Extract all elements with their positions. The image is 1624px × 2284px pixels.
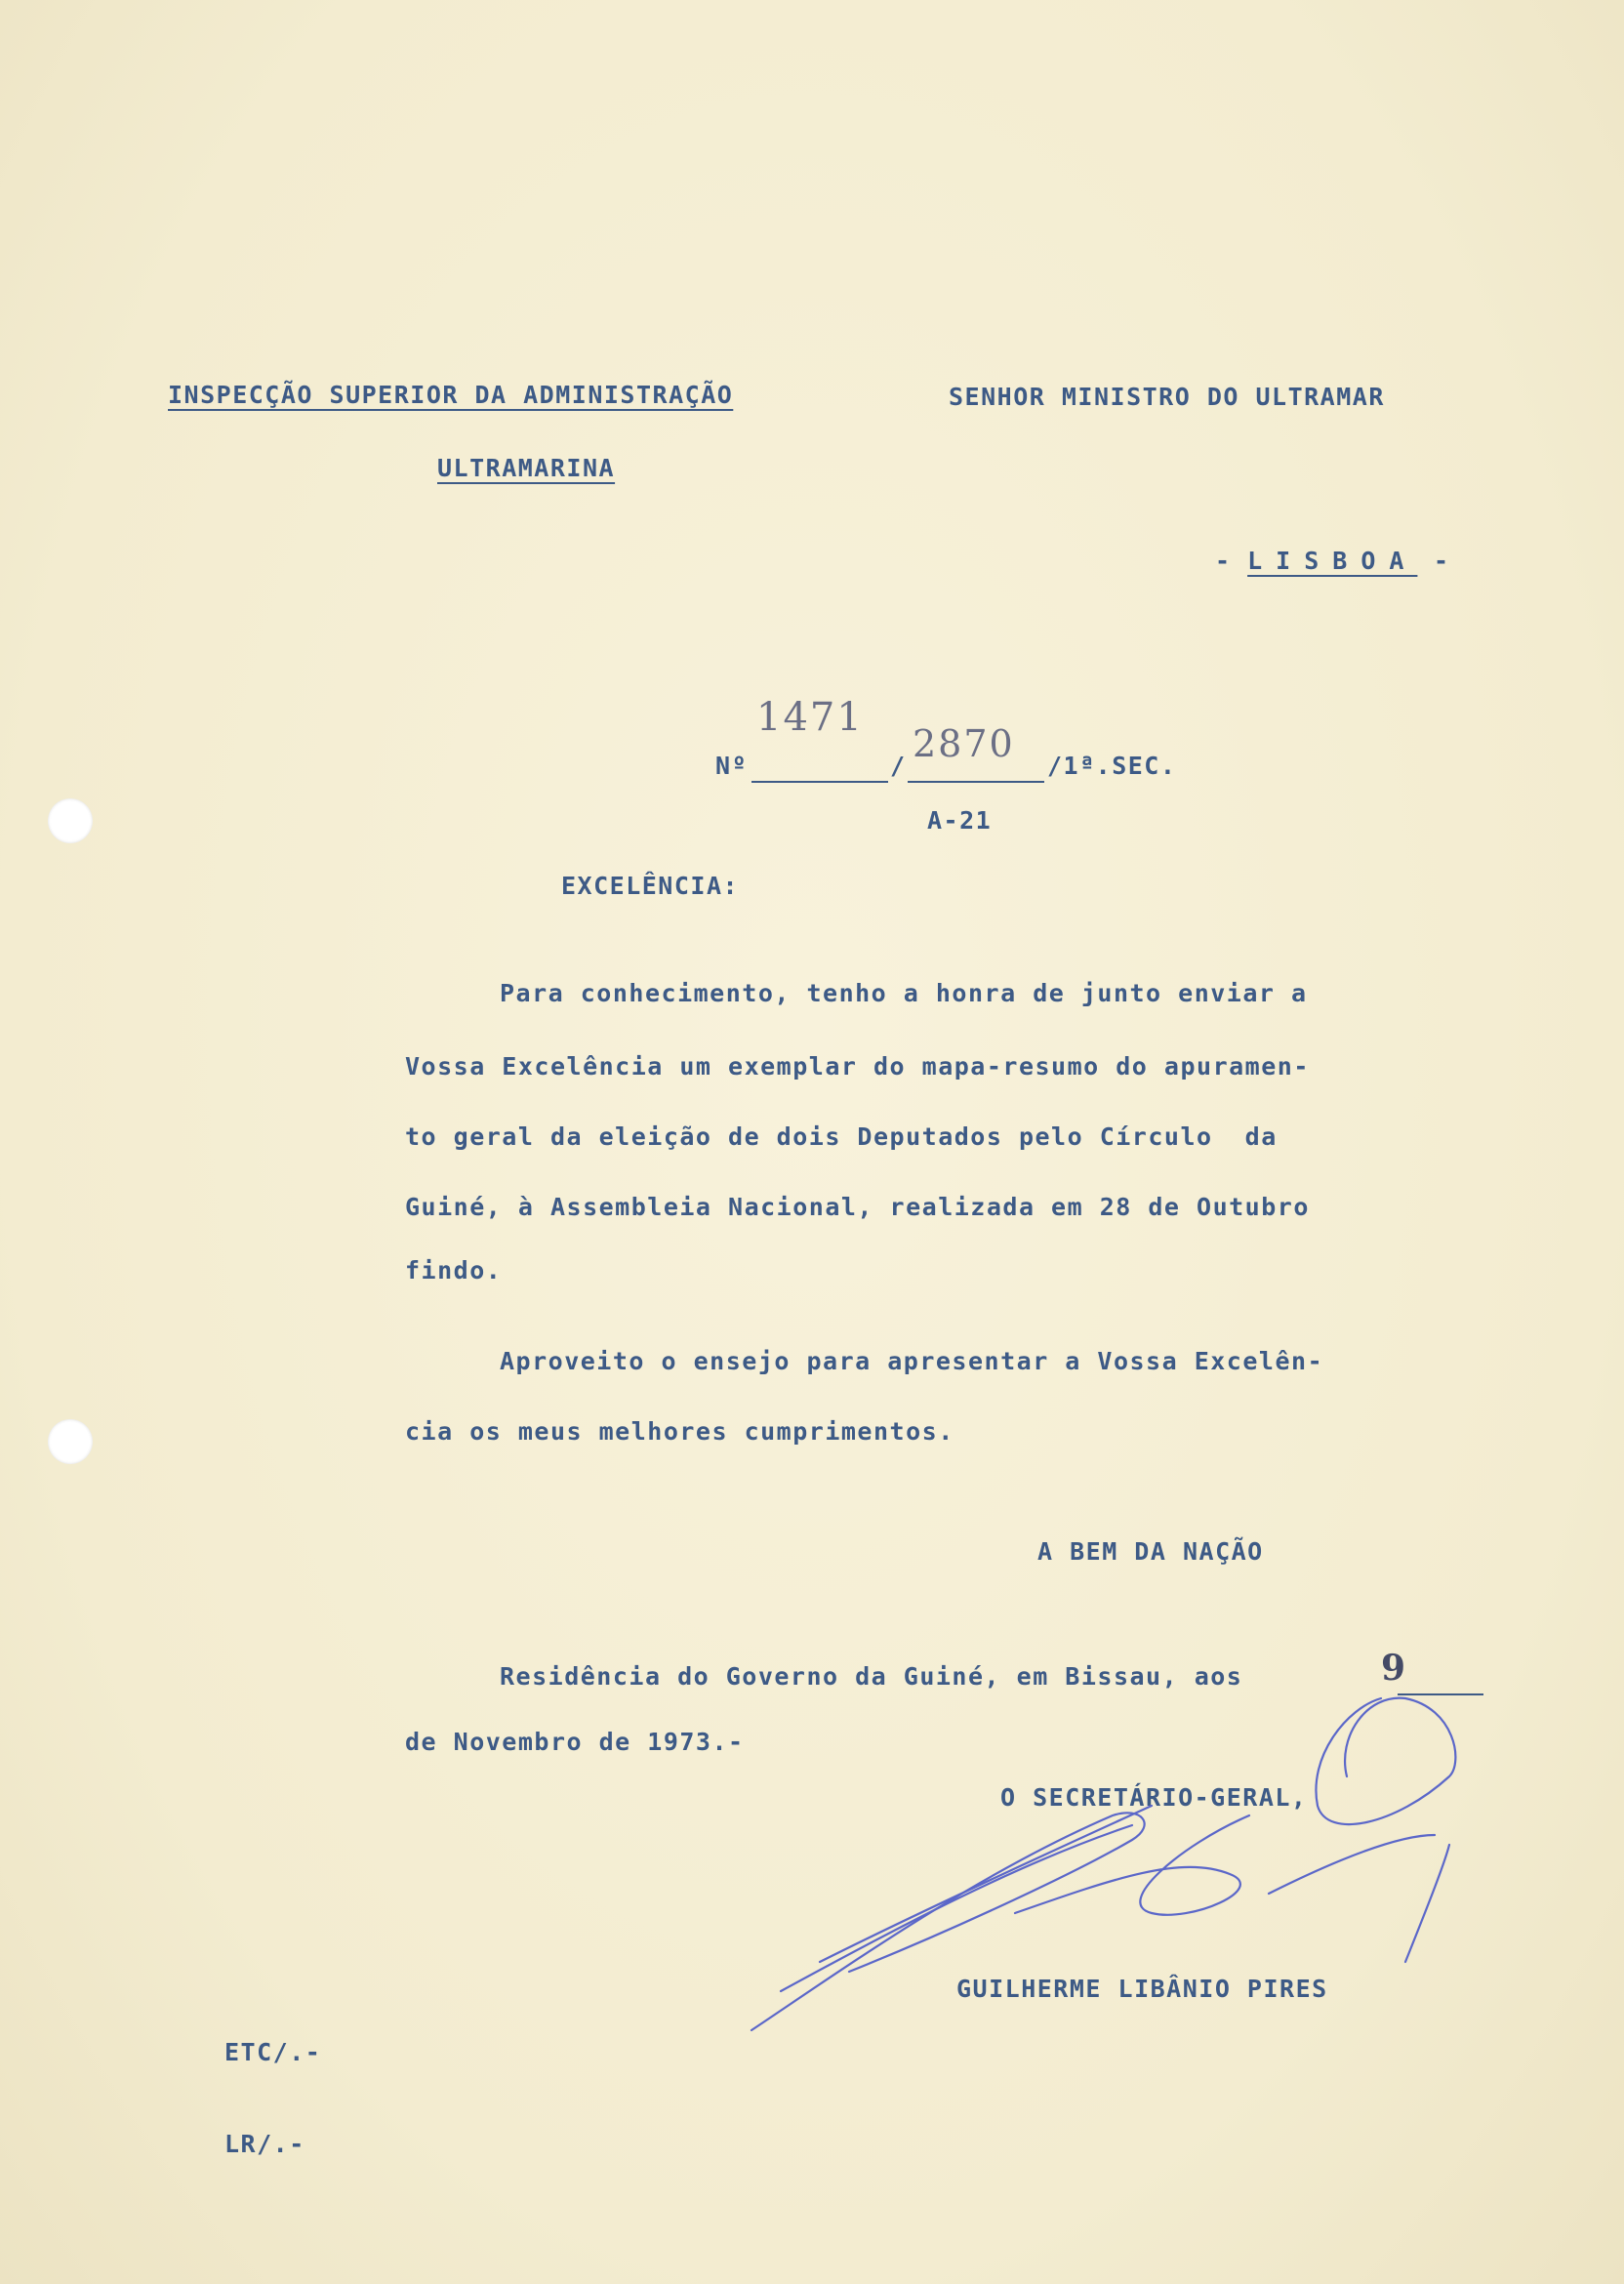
footer-reference-2: LR/.- xyxy=(224,2130,305,2158)
body-line: Guiné, à Assembleia Nacional, realizada em 28 de Outubro xyxy=(405,1193,1310,1221)
reference-slash: / xyxy=(890,752,907,780)
reference-blank-2 xyxy=(908,781,1044,783)
body-line: findo. xyxy=(405,1256,503,1285)
place-date-line-1: Residência do Governo da Guiné, em Bissau, aos xyxy=(500,1662,1243,1691)
reference-code: A-21 xyxy=(927,806,993,835)
closing-formula: A BEM DA NAÇÃO xyxy=(1037,1537,1264,1566)
footer-reference-1: ETC/.- xyxy=(224,2038,322,2066)
punch-hole-bottom xyxy=(48,1419,93,1464)
sender-line-2: ULTRAMARINA xyxy=(437,454,616,482)
punch-hole-top xyxy=(48,798,93,843)
body-line: Aproveito o ensejo para apresentar a Vossa Excelên- xyxy=(500,1347,1324,1375)
handwritten-day: 9 xyxy=(1381,1648,1408,1689)
signatory-name: GUILHERME LIBÂNIO PIRES xyxy=(956,1975,1328,2003)
reference-section: /1ª.SEC. xyxy=(1047,752,1177,780)
body-line: Para conhecimento, tenho a honra de junto enviar a xyxy=(500,979,1308,1007)
recipient-city: - LISBOA - xyxy=(1215,547,1450,575)
salutation: EXCELÊNCIA: xyxy=(561,872,740,900)
body-line: cia os meus melhores cumprimentos. xyxy=(405,1417,954,1446)
recipient: SENHOR MINISTRO DO ULTRAMAR xyxy=(949,383,1385,411)
body-line: to geral da eleição de dois Deputados pelo Círculo da xyxy=(405,1122,1278,1151)
place-date-line-2: de Novembro de 1973.- xyxy=(405,1728,745,1756)
sender-line-1: INSPECÇÃO SUPERIOR DA ADMINISTRAÇÃO xyxy=(168,381,734,409)
reference-prefix: Nº xyxy=(715,752,749,780)
handwritten-number: 1471 xyxy=(756,695,864,740)
signatory-title: O SECRETÁRIO-GERAL, xyxy=(1000,1783,1308,1812)
body-line: Vossa Excelência um exemplar do mapa-resumo do apuramen- xyxy=(405,1052,1310,1081)
reference-blank-1 xyxy=(751,781,888,783)
city-name: LISBOA xyxy=(1247,547,1418,575)
reference-number-2: 2870 xyxy=(913,722,1015,765)
